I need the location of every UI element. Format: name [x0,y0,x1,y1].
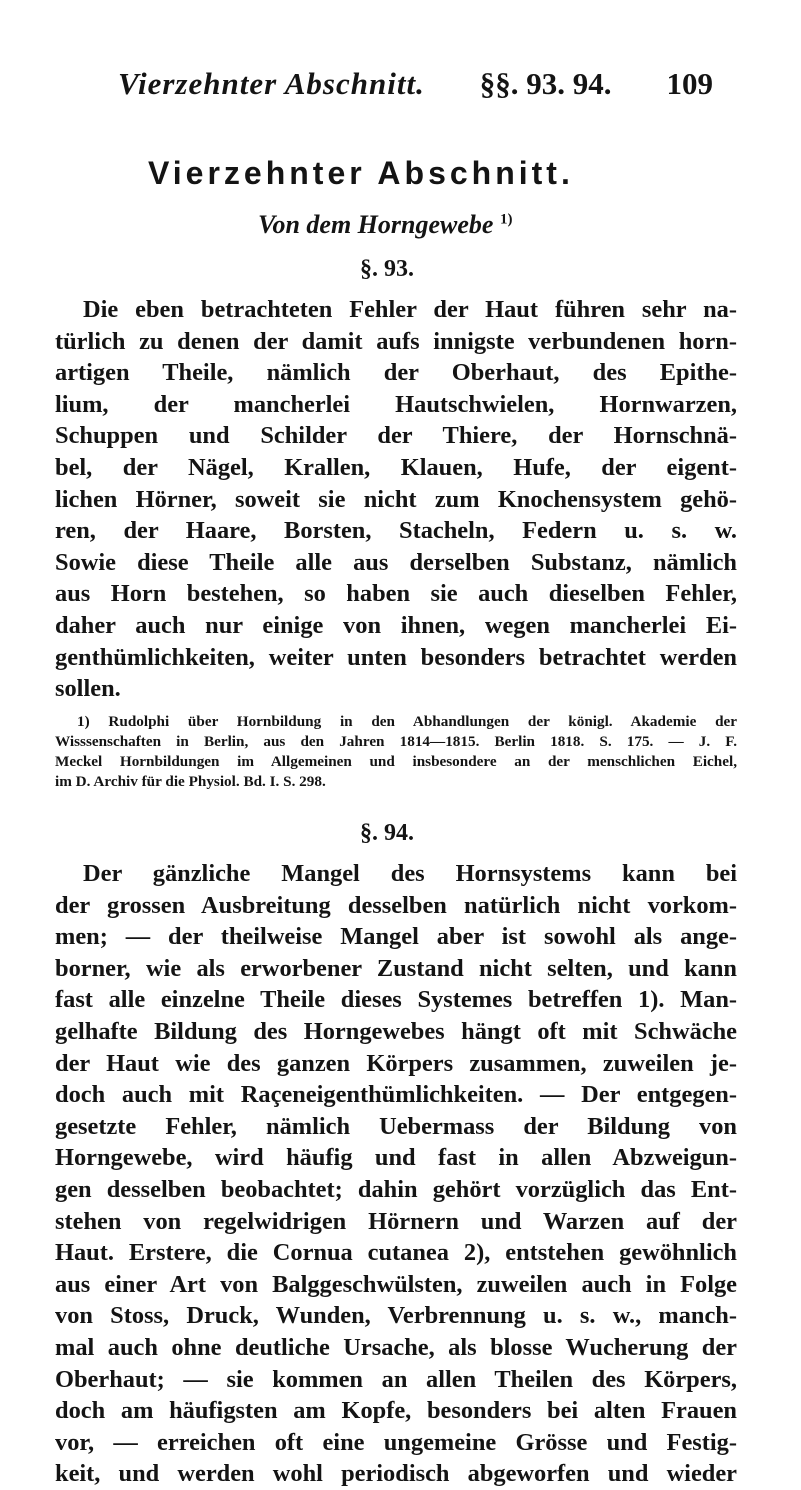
text-line: lichen Hörner, soweit sie nicht zum Knochensystem gehö- [55,485,737,513]
text-line: Schuppen und Schilder der Thiere, der Hornschnä- [55,422,737,450]
text-line: der grossen Ausbreitung desselben natürlich nicht vorkom- [55,891,737,919]
text-line: Haut. Erstere, die Cornua cutanea 2), entstehen gewöhnlich [55,1239,737,1267]
text-line: daher auch nur einige von ihnen, wegen mancherlei Ei- [55,611,737,639]
chapter-title: Vierzehnter Abschnitt. [148,155,574,191]
chapter-subtitle-text: Von dem Horngewebe [258,210,494,239]
footnote-line: Wisssenschaften in Berlin, aus den Jahren 1814—1815. Berlin 1818. S. 175. — J. F. [55,733,737,750]
text-line: von Stoss, Druck, Wunden, Verbrennung u. s. w., manch- [55,1302,737,1330]
text-line: aus Horn bestehen, so haben sie auch dieselben Fehler, [55,580,737,608]
text-line: borner, wie als erworbener Zustand nicht selten, und kann [55,954,737,982]
text-line: ren, der Haare, Borsten, Stacheln, Federn u. s. w. [55,517,737,545]
text-line: mal auch ohne deutliche Ursache, als blosse Wucherung der [55,1333,737,1361]
footnote-line: im D. Archiv für die Physiol. Bd. I. S. 298. [55,773,326,790]
text-line: Sowie diese Theile alle aus derselben Substanz, nämlich [55,548,737,576]
text-line: bel, der Nägel, Krallen, Klauen, Hufe, der eigent- [55,453,737,481]
footnote-line: 1) Rudolphi über Hornbildung in den Abhandlungen der königl. Akademie der [77,713,737,730]
text-line: stehen von regelwidrigen Hörnern und Warzen auf der [55,1207,737,1235]
text-line: genthümlichkeiten, weiter unten besonders betrachtet werden [55,643,737,671]
text-line: artigen Theile, nämlich der Oberhaut, des Epithe- [55,359,737,387]
section-94-text [55,858,737,1490]
text-line: der Haut wie des ganzen Körpers zusammen, zuweilen je- [55,1049,737,1077]
section-heading-93: §. 93. [360,256,414,282]
text-line: sollen. [55,675,121,703]
text-line: gen desselben beobachtet; dahin gehört vorzüglich das Ent- [55,1175,737,1203]
running-header [118,66,713,102]
text-line: doch auch mit Raçeneigenthümlichkeiten. — Der entgegen- [55,1081,737,1109]
text-line: vor, — erreichen oft eine ungemeine Grösse und Festig- [55,1428,737,1456]
text-line: Horngewebe, wird häufig und fast in allen Abzweigun- [55,1144,737,1172]
subtitle-note-mark: 1) [499,211,513,228]
text-line: gesetzte Fehler, nämlich Uebermass der Bildung von [55,1112,737,1140]
text-line: Der gänzliche Mangel des Hornsystems kann bei [83,860,737,887]
text-line: doch am häufigsten am Kopfe, besonders bei alten Frauen [55,1397,737,1425]
text-line: türlich zu denen der damit aufs innigste verbundenen horn- [55,327,737,355]
running-title: Vierzehnter Abschnitt. [118,66,425,101]
text-line: Die eben betrachteten Fehler der Haut führen sehr na- [83,296,737,323]
text-line: men; — der theilweise Mangel aber ist sowohl als ange- [55,923,737,951]
section-heading-94: §. 94. [360,820,414,846]
text-line: fast alle einzelne Theile dieses Systemes betreffen 1). Man- [55,986,737,1014]
section-93-text [55,294,737,705]
text-line: Oberhaut; — sie kommen an allen Theilen des Körpers, [55,1365,737,1393]
chapter-subtitle [258,210,512,240]
footnote-line: Meckel Hornbildungen im Allgemeinen und insbesondere an der menschlichen Eichel, [55,753,737,770]
text-line: keit, und werden wohl periodisch abgeworfen und wieder [55,1460,737,1488]
page-number: 109 [666,66,713,101]
text-line: aus einer Art von Balggeschwülsten, zuweilen auch in Folge [55,1270,737,1298]
footnote-93 [55,712,737,792]
section-reference: §§. 93. 94. [479,66,612,101]
text-line: gelhafte Bildung des Horngewebes hängt oft mit Schwäche [55,1017,737,1045]
text-line: lium, der mancherlei Hautschwielen, Hornwarzen, [55,390,737,418]
